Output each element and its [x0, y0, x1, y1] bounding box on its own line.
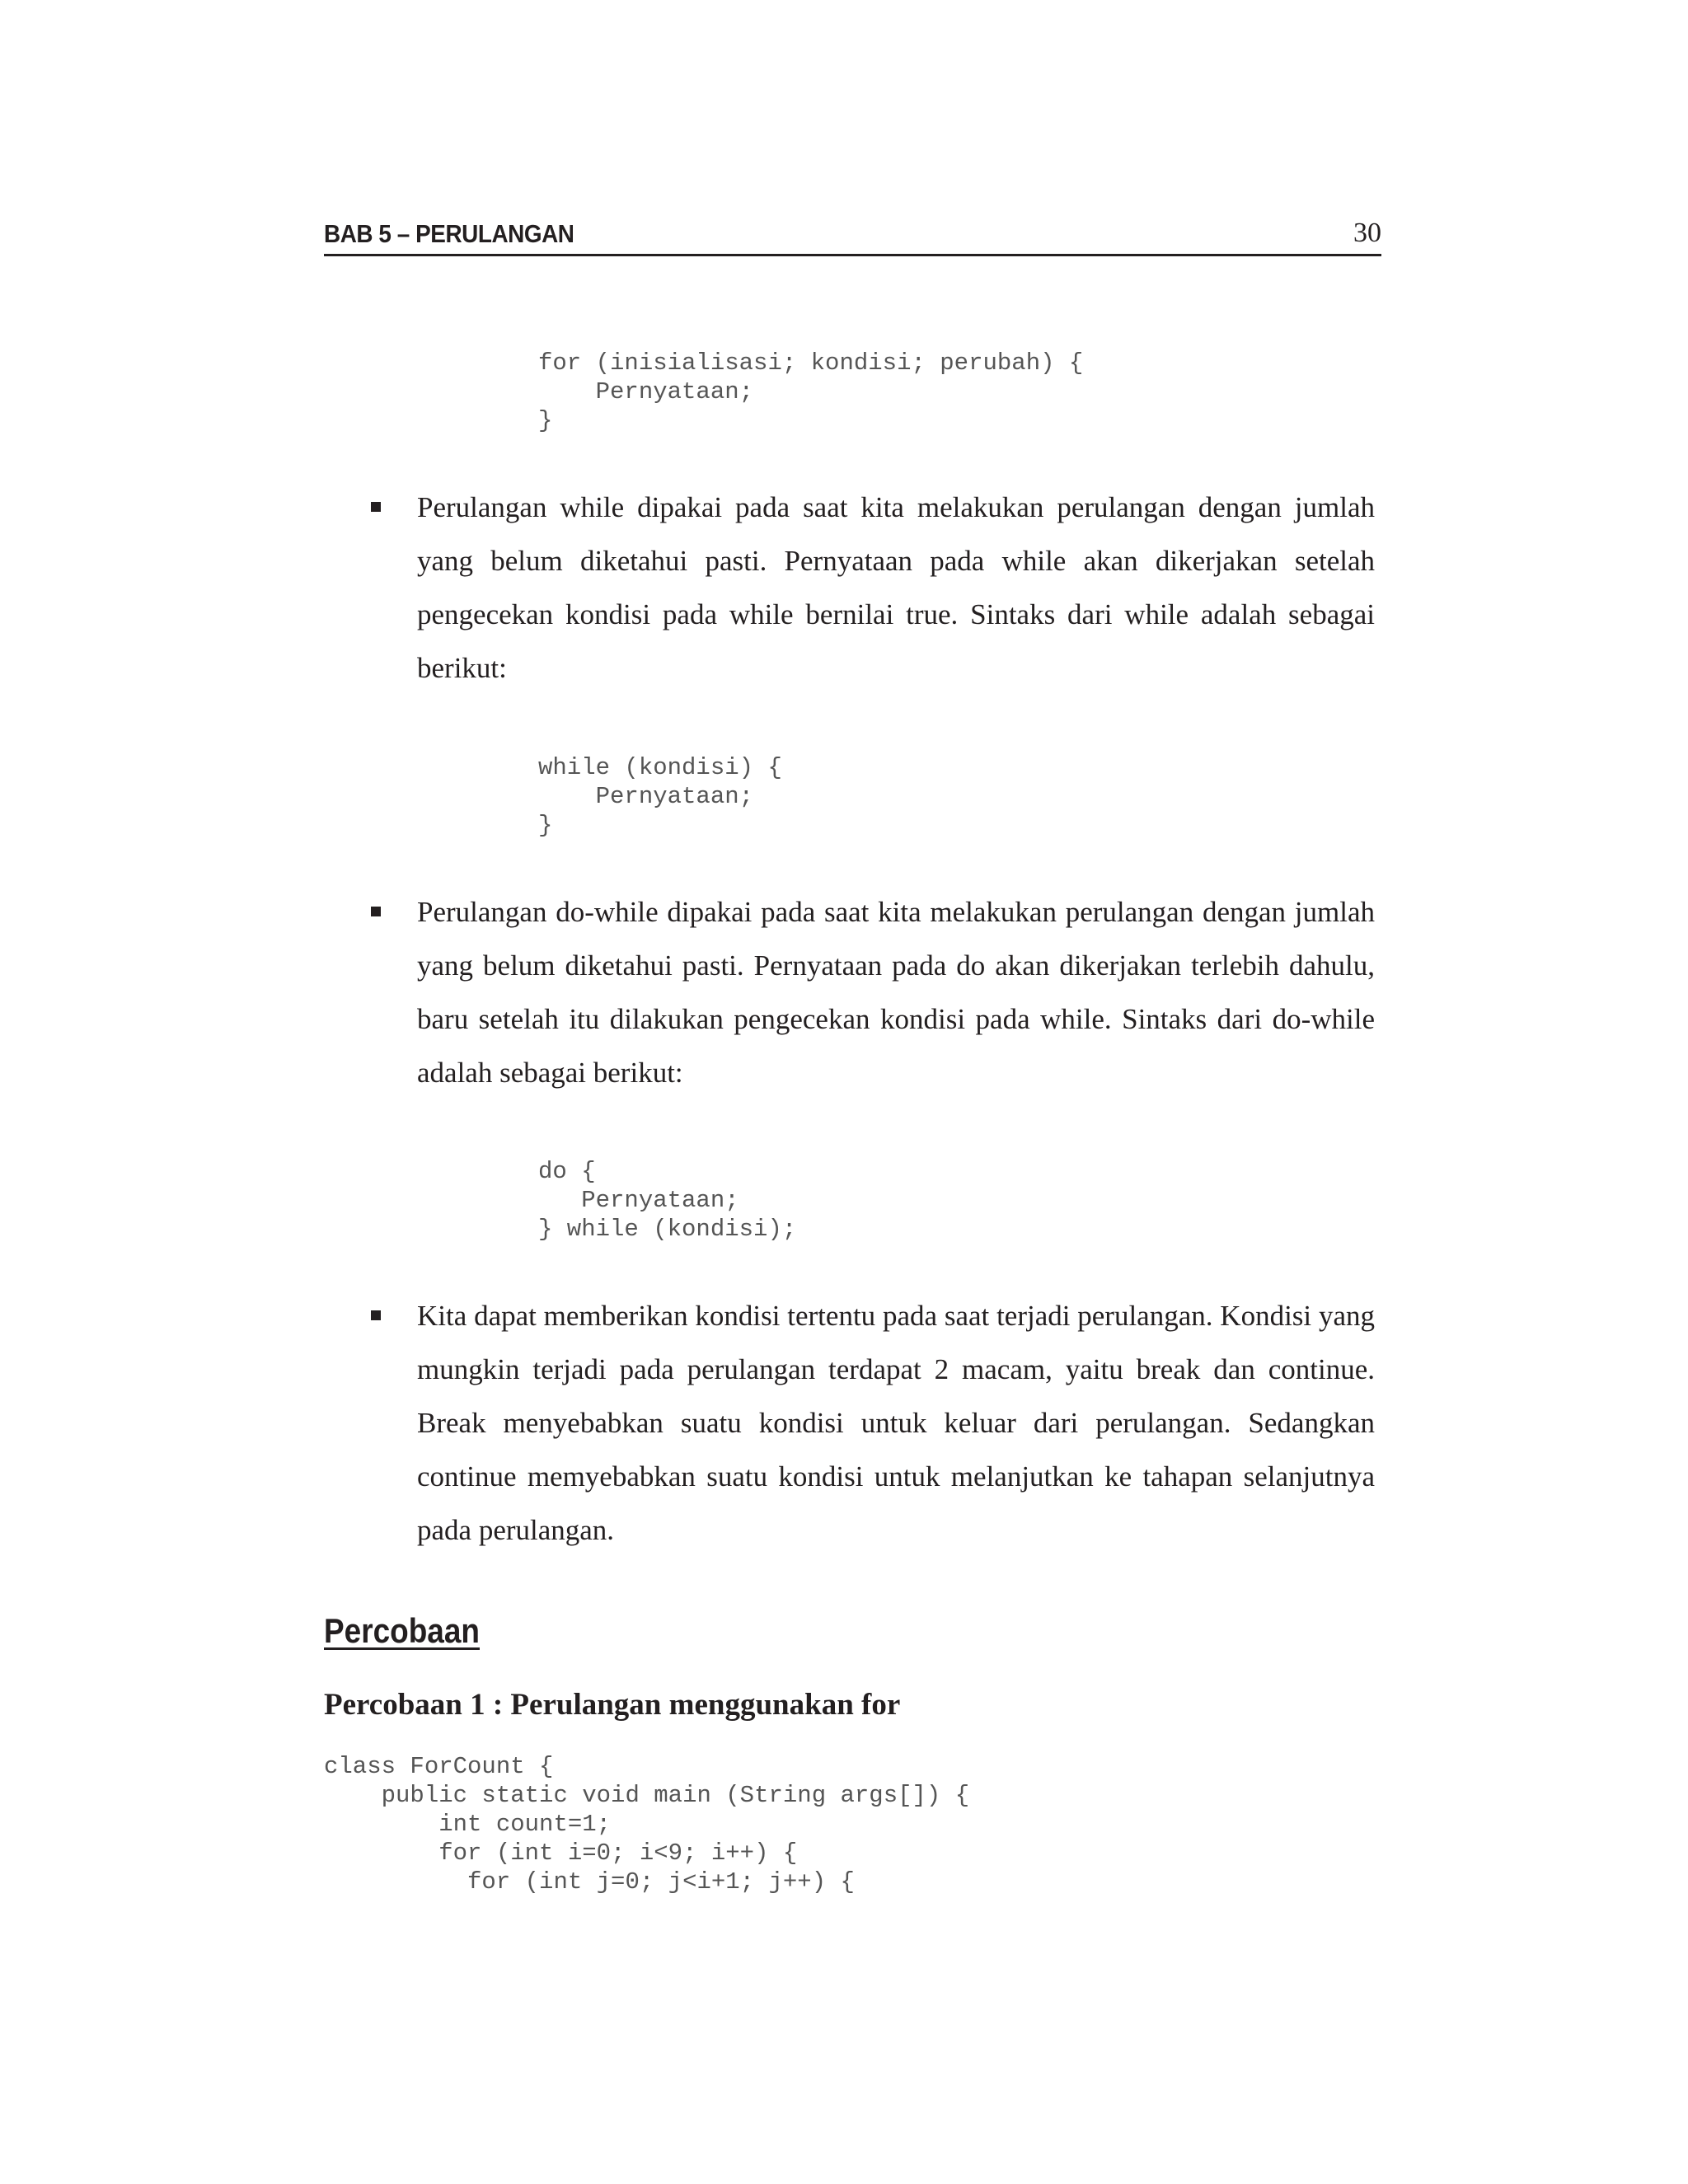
page-number: 30 [1353, 218, 1381, 248]
bullet-text-do-while: Perulangan do-while dipakai pada saat kita melakukan perulangan dengan jumlah yang belum diketahui pasti. Pernyataan pada do akan dikerjakan terlebih dahulu, baru setelah itu dilakukan pengecekan kondisi pada while. Sintaks dari do-while adalah sebagai berikut: [417, 896, 1375, 1089]
bullet-item-do-while [363, 885, 1375, 1099]
square-bullet-icon [371, 907, 381, 916]
square-bullet-icon [371, 1310, 381, 1320]
chapter-title: BAB 5 – PERULANGAN [324, 219, 574, 248]
bullet-item-break-continue [363, 1289, 1375, 1557]
bullet-item-while [363, 480, 1375, 695]
bullet-list-while [363, 480, 1375, 695]
code-do-while-syntax: do { Pernyataan; } while (kondisi); [538, 1158, 797, 1243]
code-while-syntax: while (kondisi) { Pernyataan; } [538, 754, 782, 839]
bullet-list-break-continue [363, 1289, 1375, 1557]
section-heading: Percobaan [324, 1611, 480, 1650]
bullet-list-do-while [363, 885, 1375, 1099]
code-experiment-1: class ForCount { public static void main (String args[]) { int count=1; for (int i=0; i<9; i++) { for (int j=0; j<i+1; j++) { [324, 1753, 970, 1896]
code-for-syntax: for (inisialisasi; kondisi; perubah) { Pernyataan; } [538, 349, 1084, 434]
page-header [324, 216, 1381, 256]
bullet-text-break-continue: Kita dapat memberikan kondisi tertentu pada saat terjadi perulangan. Kondisi yang mungkin terjadi pada perulangan terdapat 2 macam, yaitu break dan continue. Break menyebabkan suatu kondisi untuk keluar dari perulangan. Sedangkan continue memyebabkan suatu kondisi untuk melanjutkan ke tahapan selanjutnya pada perulangan. [417, 1300, 1375, 1546]
experiment-heading: Percobaan 1 : Perulangan menggunakan for [324, 1688, 901, 1722]
square-bullet-icon [371, 502, 381, 512]
bullet-text-while: Perulangan while dipakai pada saat kita melakukan perulangan dengan jumlah yang belum diketahui pasti. Pernyataan pada while akan dikerjakan setelah pengecekan kondisi pada while bernilai true. Sintaks dari while adalah sebagai berikut: [417, 491, 1375, 684]
